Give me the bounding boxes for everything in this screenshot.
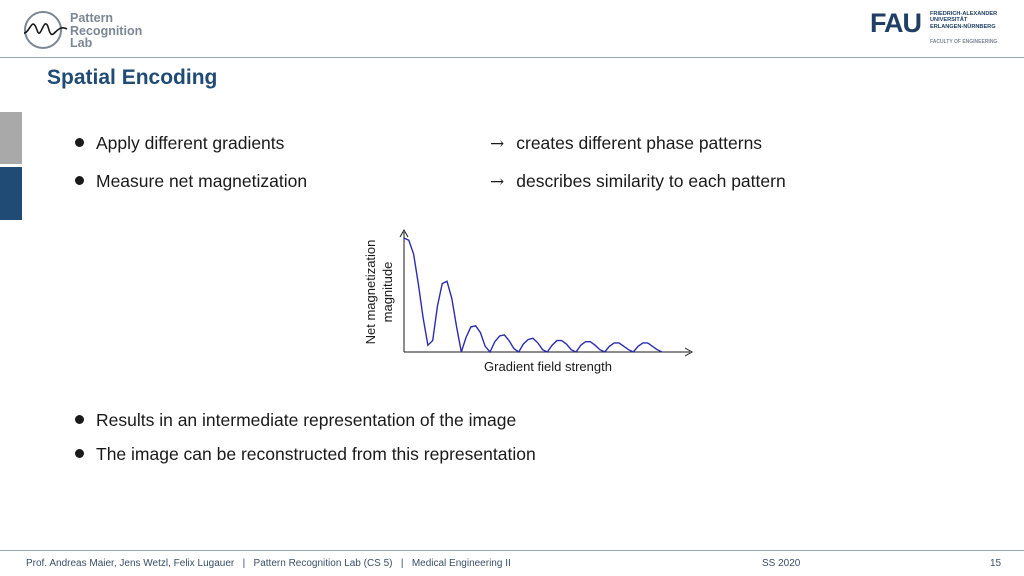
bullet-dot-icon bbox=[75, 449, 84, 458]
bullet-note-text: creates different phase patterns bbox=[516, 133, 763, 153]
bullet-text: Apply different gradients bbox=[96, 133, 285, 153]
bullet-item bbox=[75, 410, 516, 431]
fau-line-3: ERLANGEN-NÜRNBERG bbox=[930, 23, 996, 30]
footer-authors: Prof. Andreas Maier, Jens Wetzl, Felix Lugauer bbox=[26, 558, 235, 569]
slide-title: Spatial Encoding bbox=[47, 66, 218, 89]
fau-faculty: FACULTY OF ENGINEERING bbox=[930, 39, 998, 45]
bullet-item bbox=[75, 133, 284, 154]
bullet-text: Results in an intermediate representation of the image bbox=[96, 410, 517, 430]
lab-logo-line-1: Pattern bbox=[70, 11, 114, 25]
footer-term: SS 2020 bbox=[762, 558, 801, 569]
bullet-note bbox=[490, 133, 762, 154]
footer-course: Medical Engineering II bbox=[411, 558, 511, 569]
footer-divider bbox=[0, 550, 1024, 551]
fau-logo bbox=[870, 8, 1005, 46]
fau-line-2: UNIVERSITÄT bbox=[930, 17, 968, 24]
y-axis-label-line-2: magnitude bbox=[380, 261, 395, 323]
fau-university-name bbox=[930, 11, 997, 30]
fau-wordmark: FAU bbox=[870, 8, 921, 38]
slide-footer bbox=[0, 550, 1024, 576]
slide-header bbox=[0, 0, 1024, 58]
section-indicator-gray bbox=[0, 112, 22, 164]
bullet-dot-icon bbox=[75, 138, 84, 147]
chart-series-line bbox=[404, 238, 662, 352]
footer-credits bbox=[26, 558, 511, 569]
right-arrow-icon: → bbox=[490, 172, 505, 192]
bullet-item bbox=[75, 444, 536, 465]
y-axis-label-line-1: Net magnetization bbox=[363, 239, 378, 345]
bullet-note-text: describes similarity to each pattern bbox=[516, 171, 786, 191]
page-number: 15 bbox=[990, 558, 1002, 569]
footer-separator: | bbox=[242, 558, 246, 569]
bullet-dot-icon bbox=[75, 176, 84, 185]
bullet-text: The image can be reconstructed from this representation bbox=[96, 444, 536, 464]
bullet-note bbox=[490, 171, 786, 192]
bullet-text: Measure net magnetization bbox=[96, 171, 308, 191]
lab-logo-line-2: Recognition bbox=[70, 23, 143, 38]
footer-separator: | bbox=[400, 558, 404, 569]
fau-line-1: FRIEDRICH-ALEXANDER bbox=[930, 11, 998, 17]
right-arrow-icon: → bbox=[490, 134, 505, 154]
lab-logo-text bbox=[70, 12, 142, 50]
header-divider bbox=[0, 57, 1024, 58]
x-axis-label: Gradient field strength bbox=[484, 359, 612, 374]
bullet-dot-icon bbox=[75, 415, 84, 424]
section-indicator-active bbox=[0, 167, 22, 220]
net-magnetization-chart bbox=[356, 226, 700, 378]
lab-logo-line-3: Lab bbox=[70, 36, 93, 50]
footer-lab: Pattern Recognition Lab (CS 5) bbox=[253, 558, 393, 569]
pattern-recognition-lab-logo-icon bbox=[22, 9, 70, 51]
bullet-item bbox=[75, 171, 307, 192]
